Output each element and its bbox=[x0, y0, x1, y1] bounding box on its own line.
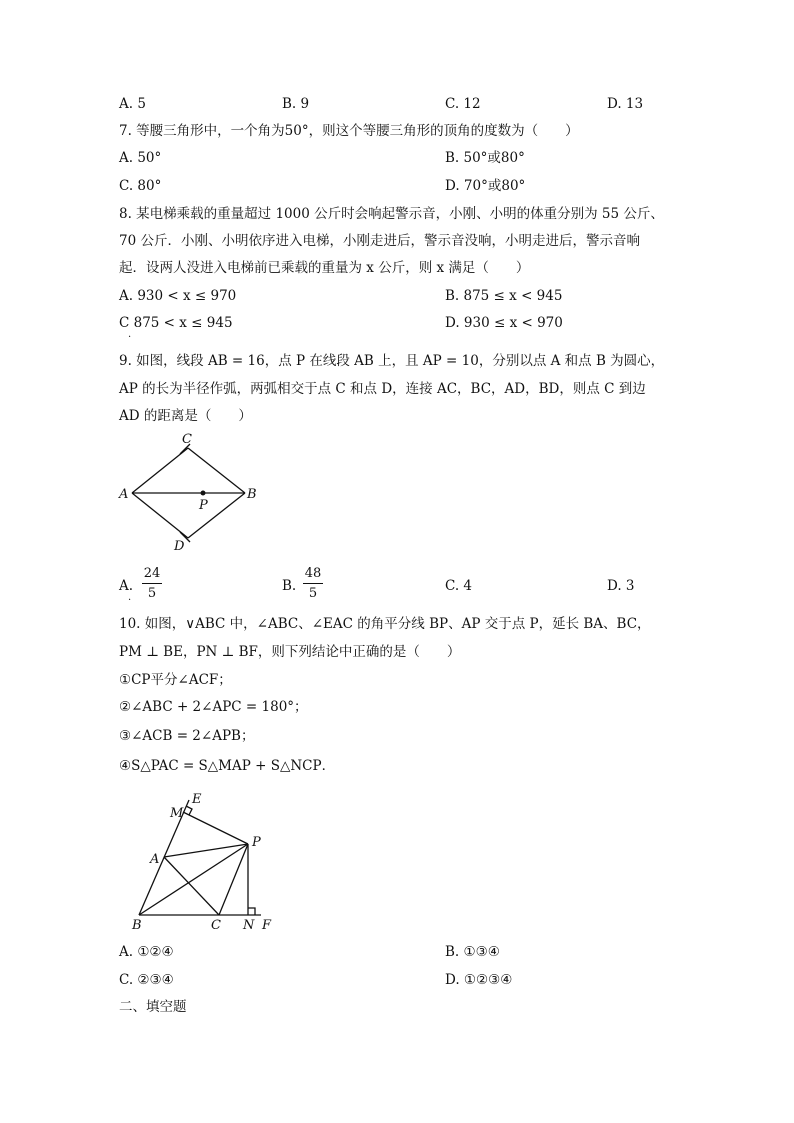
q9-label-a: A bbox=[119, 487, 129, 502]
q6-option-c: C. 12 bbox=[445, 96, 481, 112]
q10-statement-4: ④S△PAC = S△MAP + S△NCP． bbox=[119, 758, 336, 774]
q8-stem-line-1: 8. 某电梯乘载的重量超过 1000 公斤时会响起警示音，小刚、小明的体重分别为 55 公斤、 bbox=[119, 206, 664, 222]
q6-option-d: D. 13 bbox=[607, 96, 644, 112]
q7-stem: 7. 等腰三角形中，一个角为50°，则这个等腰三角形的顶角的度数为（ ） bbox=[119, 123, 579, 139]
q10-option-a: A. ①②④ bbox=[119, 944, 174, 960]
q8-option-a: A. 930 < x ≤ 970 bbox=[119, 288, 237, 304]
q10-label-a: A bbox=[150, 852, 160, 867]
q9-option-a-denominator: 5 bbox=[147, 586, 157, 601]
q10-statement-3: ③∠ACB = 2∠APB； bbox=[119, 728, 255, 744]
q8-option-b: B. 875 ≤ x < 945 bbox=[445, 288, 563, 304]
q10-stem-line-2: PM ⊥ BE，PN ⊥ BF，则下列结论中正确的是（ ） bbox=[119, 644, 461, 660]
q9-option-c: C. 4 bbox=[445, 578, 473, 594]
q10-label-b: B bbox=[132, 918, 142, 933]
q6-option-b: B. 9 bbox=[282, 96, 310, 112]
q9-option-a-label: A. bbox=[119, 578, 134, 594]
q7-option-b: B. 50°或80° bbox=[445, 150, 525, 166]
q9-option-b-numerator: 48 bbox=[304, 566, 322, 581]
q9-label-p: P bbox=[199, 498, 208, 513]
q9-option-a-numerator: 24 bbox=[143, 566, 161, 581]
q8-stem-line-2: 70 公斤．小刚、小明依序进入电梯，小刚走进后，警示音没响，小明走进后，警示音响 bbox=[119, 233, 640, 249]
q10-option-c: C. ②③④ bbox=[119, 972, 174, 988]
q8-option-d: D. 930 ≤ x < 970 bbox=[445, 315, 563, 331]
q10-label-c: C bbox=[211, 918, 221, 933]
q10-statement-1: ①CP平分∠ACF； bbox=[119, 672, 232, 688]
q9-stem-line-1: 9. 如图，线段 AB = 16，点 P 在线段 AB 上，且 AP = 10，分别以点 A 和点 B 为圆心， bbox=[119, 353, 665, 369]
q10-option-d: D. ①②③④ bbox=[445, 972, 513, 988]
q9-stem-line-2: AP 的长为半径作弧，两弧相交于点 C 和点 D，连接 AC，BC，AD，BD，则点 C 到边 bbox=[119, 381, 646, 397]
q10-statement-2: ②∠ABC + 2∠APC = 180°； bbox=[119, 699, 308, 715]
q9-option-a-dot: . bbox=[128, 592, 132, 603]
q10-triangle-figure bbox=[125, 786, 285, 936]
q7-option-d: D. 70°或80° bbox=[445, 178, 526, 194]
q10-label-f: F bbox=[262, 918, 272, 933]
q7-option-c: C. 80° bbox=[119, 178, 162, 194]
q10-option-b: B. ①③④ bbox=[445, 944, 500, 960]
q9-label-b: B bbox=[247, 487, 257, 502]
q6-option-a: A. 5 bbox=[119, 96, 146, 112]
q9-option-b-label: B. bbox=[282, 578, 297, 594]
q9-stem-line-3: AD 的距离是（ ） bbox=[119, 408, 252, 424]
q9-option-d: D. 3 bbox=[607, 578, 635, 594]
q8-option-c: C 875 < x ≤ 945 bbox=[119, 315, 233, 331]
q10-label-n: N bbox=[243, 918, 255, 933]
q9-option-b-fraction bbox=[303, 566, 323, 601]
section-heading-fill-in: 二、填空题 bbox=[119, 999, 187, 1015]
q10-label-p: P bbox=[252, 835, 261, 850]
q8-stem-line-3: 起．设两人没进入电梯前已乘载的重量为 x 公斤，则 x 满足（ ） bbox=[119, 260, 530, 276]
q9-label-c: C bbox=[182, 432, 192, 447]
q8-option-c-dot: . bbox=[128, 329, 132, 340]
q9-rhombus-figure bbox=[112, 428, 262, 558]
q10-label-m: M bbox=[170, 806, 184, 821]
q7-option-a: A. 50° bbox=[119, 150, 162, 166]
q9-option-a-fraction bbox=[142, 566, 162, 601]
q10-label-e: E bbox=[192, 792, 202, 807]
q9-label-d: D bbox=[174, 539, 185, 554]
q9-option-b-denominator: 5 bbox=[308, 586, 318, 601]
q10-stem-line-1: 10. 如图，∨ABC 中，∠ABC、∠EAC 的角平分线 BP、AP 交于点 P，延长 BA、BC， bbox=[119, 616, 651, 632]
